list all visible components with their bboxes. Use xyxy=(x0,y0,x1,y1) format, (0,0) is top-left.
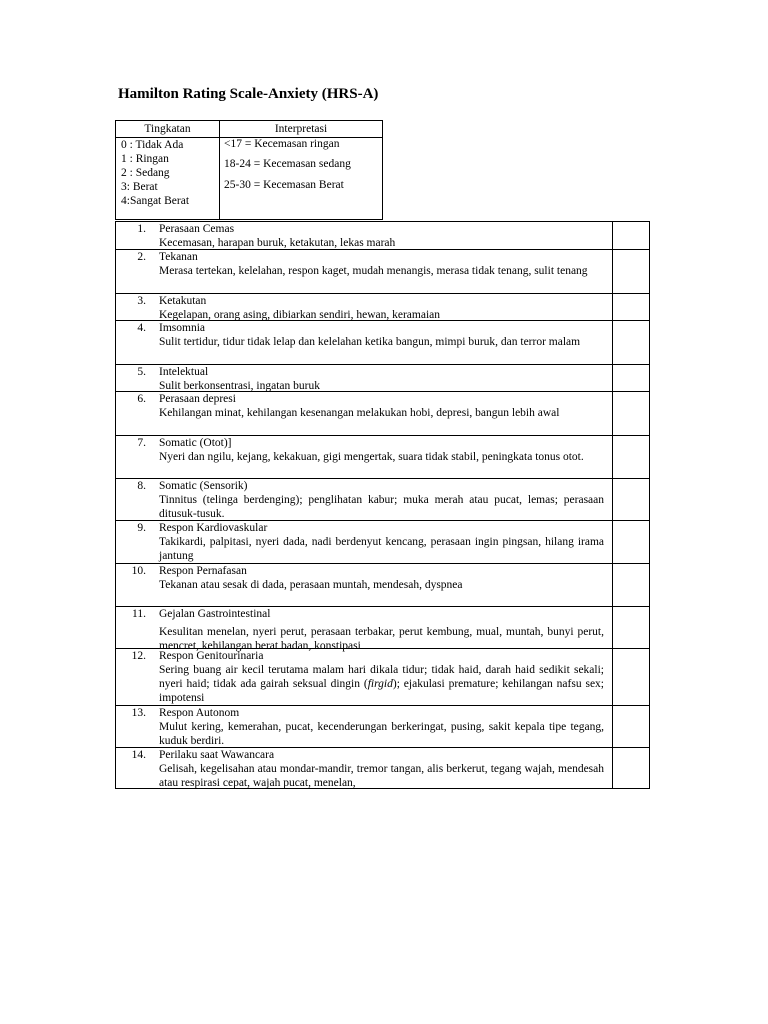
score-cell[interactable] xyxy=(613,706,649,748)
legend-interpretation: <17 = Kecemasan ringan xyxy=(224,138,340,150)
table-row xyxy=(116,606,649,652)
item-title: Respon Kardiovaskular xyxy=(159,522,268,534)
item-description: Takikardi, palpitasi, nyeri dada, nadi berdenyut kencang, perasaan ingin pingsan, hilang irama jantung xyxy=(159,536,604,562)
item-number: 14. xyxy=(131,749,146,761)
table-row xyxy=(116,563,649,607)
score-cell[interactable] xyxy=(613,564,649,607)
score-cell[interactable] xyxy=(613,365,649,392)
item-number: 8. xyxy=(137,480,146,492)
item-number: 4. xyxy=(137,322,146,334)
item-title: Respon Genitourinaria xyxy=(159,650,264,662)
score-cell[interactable] xyxy=(613,748,649,791)
legend-interpretation: 25-30 = Kecemasan Berat xyxy=(224,179,344,191)
item-title: Somatic (Otot)] xyxy=(159,437,232,449)
item-description: Sulit tertidur, tidur tidak lelap dan kelelahan ketika bangun, mimpi buruk, dan terror malam xyxy=(159,336,581,348)
item-description-part: ); ejakulasi premature; kehilangan nafsu sex; impotensi xyxy=(159,678,604,704)
item-title: Perilaku saat Wawancara xyxy=(159,749,275,761)
item-description: Nyeri dan ngilu, kejang, kekakuan, gigi mengertak, suara tidak stabil, peningkata tonus otot. xyxy=(159,451,584,463)
item-title: Somatic (Sensorik) xyxy=(159,480,248,492)
item-description: Kegelapan, orang asing, dibiarkan sendiri, hewan, keramaian xyxy=(159,309,441,321)
item-number: 12. xyxy=(131,650,146,662)
table-row xyxy=(116,648,649,706)
item-title: Respon Autonom xyxy=(159,707,240,719)
item-number: 13. xyxy=(131,707,146,719)
legend-level: 2 : Sedang xyxy=(121,167,170,179)
item-number: 5. xyxy=(137,366,146,378)
legend-level: 0 : Tidak Ada xyxy=(121,139,184,151)
score-cell[interactable] xyxy=(613,392,649,436)
legend-header-interpretation: Interpretasi xyxy=(274,123,328,135)
item-number: 10. xyxy=(131,565,146,577)
item-description: Tinnitus (telinga berdenging); penglihatan kabur; muka merah atau pucat, lemas; perasaan ditusuk-tusuk. xyxy=(159,494,604,520)
item-description: Tekanan atau sesak di dada, perasaan muntah, mendesah, dyspnea xyxy=(159,579,463,591)
score-cell[interactable] xyxy=(613,607,649,649)
score-cell[interactable] xyxy=(613,479,649,521)
score-cell[interactable] xyxy=(613,250,649,294)
legend-level: 4:Sangat Berat xyxy=(121,195,190,207)
table-row xyxy=(116,705,649,748)
item-description: Kesulitan menelan, nyeri perut, perasaan terbakar, perut kembung, mual, muntah, bunyi perut, mencret, kehilangan berat badan, konstipasi xyxy=(159,626,604,652)
item-title: Intelektual xyxy=(159,366,209,378)
item-description: Kehilangan minat, kehilangan kesenangan melakukan hobi, depresi, bangun lebih awal xyxy=(159,407,560,419)
item-number: 1. xyxy=(137,223,146,235)
item-title: Imsomnia xyxy=(159,322,205,334)
item-number: 11. xyxy=(132,608,146,620)
item-description: Mulut kering, kemerahan, pucat, kecenderungan berkeringat, pusing, sakit kepala tipe tegang, kuduk berdiri. xyxy=(159,721,604,747)
item-title: Perasaan Cemas xyxy=(159,223,235,235)
item-description xyxy=(159,663,604,705)
rating-legend-table xyxy=(115,120,383,220)
table-row xyxy=(116,364,649,392)
item-number: 7. xyxy=(137,437,146,449)
score-cell[interactable] xyxy=(613,649,649,706)
table-row xyxy=(116,520,649,564)
table-row xyxy=(116,391,649,436)
table-row xyxy=(116,249,649,294)
table-row xyxy=(116,293,649,321)
item-description: Kecemasan, harapan buruk, ketakutan, lekas marah xyxy=(159,237,396,249)
symptom-table xyxy=(115,221,650,789)
item-number: 3. xyxy=(137,295,146,307)
score-cell[interactable] xyxy=(613,294,649,321)
item-title: Ketakutan xyxy=(159,295,207,307)
table-row xyxy=(116,435,649,479)
score-cell[interactable] xyxy=(613,222,649,249)
score-cell[interactable] xyxy=(613,321,649,365)
document-title: Hamilton Rating Scale-Anxiety (HRS-A) xyxy=(118,86,379,102)
score-cell[interactable] xyxy=(613,521,649,564)
item-title: Tekanan xyxy=(159,251,198,263)
item-description-part: Sering buang air kecil terutama malam hari dikala tidur; tidak haid, darah haid sedikit sekali; nyeri haid; tidak ada gairah seksual dingin ( xyxy=(159,664,604,690)
legend-level: 3: Berat xyxy=(121,181,158,193)
table-row xyxy=(116,747,649,791)
item-description-italic: firgid xyxy=(367,678,393,690)
item-number: 6. xyxy=(137,393,146,405)
table-row xyxy=(116,222,649,249)
item-title: Respon Pernafasan xyxy=(159,565,247,577)
item-title: Gejalan Gastrointestinal xyxy=(159,608,271,620)
score-cell[interactable] xyxy=(613,436,649,479)
legend-levels xyxy=(121,138,189,208)
item-description: Gelisah, kegelisahan atau mondar-mandir, tremor tangan, alis berkerut, tegang wajah, mendesah atau respirasi cepat, wajah pucat, menelan, xyxy=(159,763,604,789)
table-row xyxy=(116,320,649,365)
legend-level: 1 : Ringan xyxy=(121,153,169,165)
item-title: Perasaan depresi xyxy=(159,393,236,405)
item-description: Sulit berkonsentrasi, ingatan buruk xyxy=(159,380,320,392)
item-number: 2. xyxy=(137,251,146,263)
legend-interpretation: 18-24 = Kecemasan sedang xyxy=(224,158,351,170)
item-description: Merasa tertekan, kelelahan, respon kaget, mudah menangis, merasa tidak tenang, sulit tenang xyxy=(159,265,588,277)
table-row xyxy=(116,478,649,521)
legend-header-level: Tingkatan xyxy=(144,123,191,135)
item-number: 9. xyxy=(137,522,146,534)
